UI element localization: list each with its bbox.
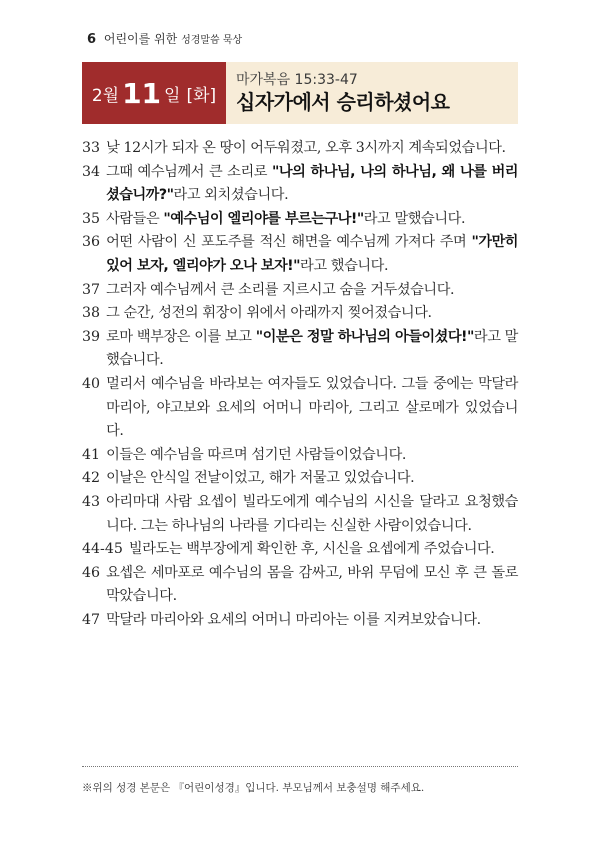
verse — [82, 302, 518, 326]
verse — [82, 161, 518, 208]
title-panel — [226, 62, 518, 124]
verse-text — [106, 326, 518, 373]
verse-number: 41 — [82, 446, 101, 463]
verse-text-part: 낮 12시가 되자 온 땅이 어두워졌고, 오후 3시까지 계속되었습니다. — [106, 140, 506, 156]
verse-text — [106, 467, 518, 491]
verse — [82, 373, 518, 444]
verse — [82, 491, 518, 538]
verse-text — [106, 373, 518, 444]
verse-text-part: 그때 예수님께서 큰 소리로 — [106, 163, 272, 180]
verse-text-part: 빌라도는 백부장에게 확인한 후, 시신을 요셉에게 주었습니다. — [128, 541, 495, 558]
verse-quote: "예수님이 엘리야를 부르는구나!" — [163, 210, 364, 227]
verse-text-part: 요셉은 세마포로 예수님의 몸을 감싸고, 바위 무덤에 모신 후 큰 돌로 막았습니다. — [106, 564, 518, 605]
verse-text-part: 그러자 예수님께서 큰 소리를 지르시고 숨을 거두셨습니다. — [106, 281, 455, 298]
verse-text — [106, 562, 518, 609]
date-weekday: [화] — [186, 85, 217, 106]
verse-text — [106, 137, 518, 161]
verse-text-part: 사람들은 — [106, 210, 164, 227]
verse — [82, 609, 518, 633]
verse-text — [129, 538, 518, 562]
verse-text-part: 멀리서 예수님을 바라보는 여자들도 있었습니다. 그들 중에는 막달라 마리아, 야고보와 요세의 어머니 마리아, 그리고 살로메가 있었습니다. — [106, 375, 518, 440]
verse-number: 43 — [82, 493, 101, 510]
footnote: ※위의 성경 본문은 『어린이성경』입니다. 부모님께서 보충설명 해주세요. — [82, 782, 425, 794]
verse-number: 34 — [82, 163, 101, 180]
verse-text-part: 이날은 안식일 전날이었고, 해가 저물고 있었습니다. — [106, 470, 415, 487]
verse-text-part: 이들은 예수님을 따르며 섬기던 사람들이었습니다. — [106, 446, 407, 463]
verse-quote: "이분은 정말 하나님의 아들이셨다!" — [255, 328, 474, 345]
footnote-divider — [82, 766, 518, 767]
verse-number: 47 — [82, 611, 101, 628]
verse-text — [106, 231, 518, 278]
verse-list — [82, 137, 518, 632]
title-box — [82, 62, 518, 124]
verse-quote: "가만히 있어 보자, 엘리야가 오나 보자!" — [106, 234, 518, 274]
verse-number: 36 — [82, 234, 101, 251]
page-title: 십자가에서 승리하셨어요 — [236, 90, 450, 114]
verse — [82, 444, 518, 468]
verse-number: 37 — [82, 281, 101, 298]
verse-text — [106, 279, 518, 303]
verse — [82, 279, 518, 303]
date-month: 2월 — [91, 85, 120, 106]
verse-text — [106, 609, 518, 633]
date-day: 11 — [122, 76, 162, 110]
verse — [82, 562, 518, 609]
verse-text-part: 라고 말했습니다. — [106, 328, 518, 369]
verse — [82, 538, 518, 562]
verse — [82, 137, 518, 161]
verse-text-part: 라고 했습니다. — [300, 257, 389, 274]
verse-text-part: 그 순간, 성전의 휘장이 위에서 아래까지 찢어졌습니다. — [106, 305, 432, 322]
verse-text-part: 라고 말했습니다. — [363, 210, 466, 227]
date-day-suffix: 일 — [164, 85, 181, 106]
verse-number: 46 — [82, 564, 101, 581]
verse-text-part: 어떤 사람이 신 포도주를 적신 해면을 예수님께 가져다 주며 — [106, 234, 472, 251]
book-subtitle: 성경말씀 묵상 — [181, 35, 243, 46]
book-title: 어린이를 위한 — [103, 32, 178, 46]
verse-text — [106, 444, 518, 468]
verse-quote: "나의 하나님, 나의 하나님, 왜 나를 버리셨습니까?" — [106, 163, 519, 204]
verse-text-part: 로마 백부장은 이를 보고 — [106, 328, 256, 345]
verse-text — [106, 491, 518, 538]
verse — [82, 231, 518, 278]
page-number: 6 — [87, 32, 97, 47]
verse-text-part: 아리마대 사람 요셉이 빌라도에게 예수님의 시신을 달라고 요청했습니다. 그는 하나님의 나라를 기다리는 신실한 사람이었습니다. — [106, 493, 518, 534]
verse-text — [106, 208, 518, 232]
page-header — [87, 30, 242, 47]
verse-number: 42 — [82, 470, 101, 487]
scripture-reference: 마가복음 15:33-47 — [236, 72, 358, 88]
verse-number: 39 — [82, 328, 101, 345]
verse — [82, 467, 518, 491]
verse-text — [106, 161, 518, 208]
verse-number: 35 — [82, 210, 101, 227]
verse — [82, 208, 518, 232]
verse-text-part: 막달라 마리아와 요세의 어머니 마리아는 이를 지켜보았습니다. — [106, 611, 481, 628]
date-block — [82, 62, 226, 124]
verse-number: 44-45 — [82, 541, 123, 558]
verse-text-part: 라고 외치셨습니다. — [173, 187, 289, 204]
verse-number: 40 — [82, 375, 101, 392]
verse — [82, 326, 518, 373]
verse-number: 38 — [82, 305, 101, 322]
verse-number: 33 — [82, 140, 101, 156]
verse-text — [106, 302, 518, 326]
